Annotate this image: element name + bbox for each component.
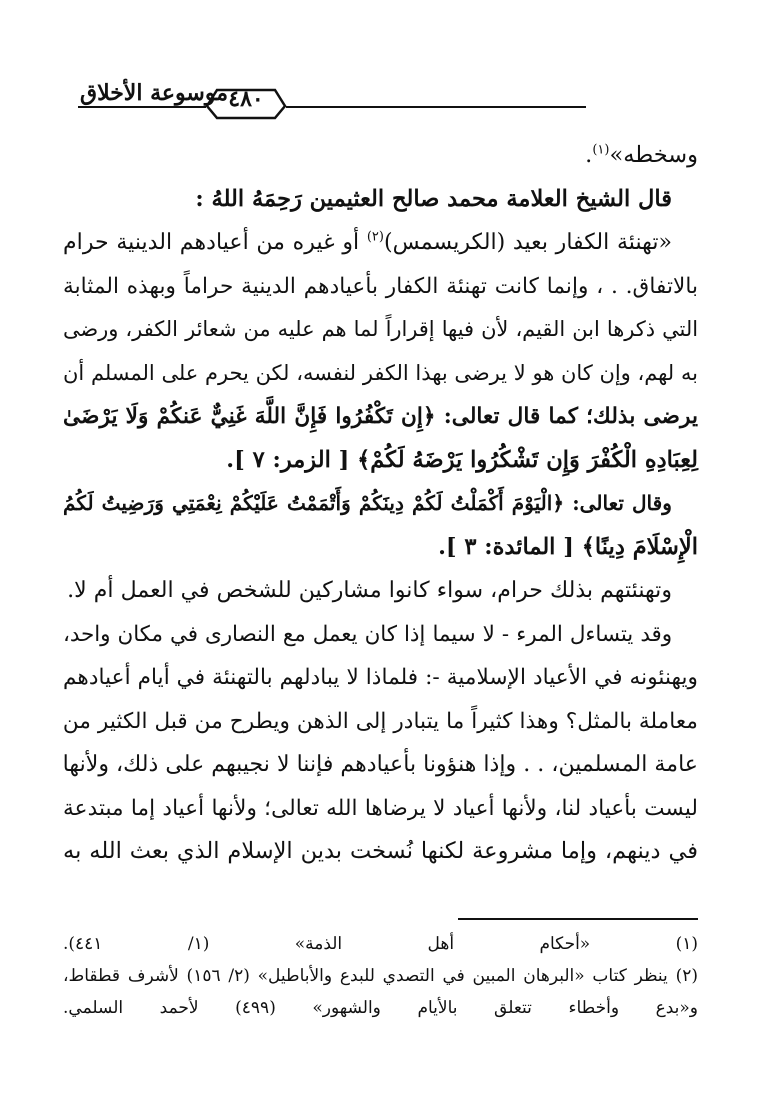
quran-verse-line: لِعِبَادِهِ الْكُفْرَ وَإِن تَشْكُرُوا يَرْضَهُ لَكُمْ﴾ [ الزمر: ٧ ]. [226,446,698,473]
text-line: وتهنئتهم بذلك حرام، سواء كانوا مشاركين للشخص في العمل أم لا. [67,577,672,603]
section-heading: قال الشيخ العلامة محمد صالح العثيمين رَحِمَهُ اللهُ : [195,185,672,212]
header-rule-left [78,106,206,108]
page-number: ٤٨٠ [228,86,264,112]
footnote-ref: (٢) [366,229,384,245]
quran-verse-line: وقال تعالى: ﴿الْيَوْمَ أَكْمَلْتُ لَكُمْ دِينَكُمْ وَأَتْمَمْتُ عَلَيْكُمْ نِعْمَتِي وَرَضِيتُ لَكُمُ [63,491,672,515]
text-line: به لهم، وإن كان هو لا يرضى بهذا الكفر لنفسه، لكن يحرم على المسلم أن [63,360,698,385]
book-title: موسوعة الأخلاق [80,80,228,106]
footnotes [63,928,698,1024]
footnote-ref: (١) [592,142,610,158]
quran-verse-line: الْإِسْلَامَ دِينًا﴾ [ المائدة: ٣ ]. [438,533,698,560]
text-line: وسخطه»$^{(١)}$. [585,142,698,168]
text-line: معاملة بالمثل؟ وهذا كثيراً ما يتبادر إلى الذهن ويطرح من قبل الكثير من [62,708,698,734]
text-line: في دينهم، وإما مشروعة لكنها نُسخت بدين الإسلام الذي بعث الله به [63,838,698,864]
text-line: ليست بأعياد لنا، ولأنها أعياد لا يرضاها الله تعالى؛ ولأنها أعياد إما مبتدعة [63,795,698,821]
header-rule-right [286,106,586,108]
page-header [78,70,698,120]
footnote-2-continued: و«بدع وأخطاء تتعلق بالأيام والشهور» (٤٩٩) لأحمد السلمي. [63,998,698,1018]
quran-verse-line: يرضى بذلك؛ كما قال تعالى: ﴿إِن تَكْفُرُوا فَإِنَّ اللَّهَ غَنِيٌّ عَنكُمْ وَلَا يَرْضَىٰ [63,404,698,429]
text-line: التي ذكرها ابن القيم، لأن فيها إقراراً لما هم عليه من شعائر الكفر، ورضى [63,317,698,341]
text-line: «تهنئة الكفار بعيد (الكريسمس)$^{(٢)}$ أو غيره من أعيادهم الدينية حرام [63,229,672,255]
text-line: عامة المسلمين، . . وإذا هنؤونا بأعيادهم فإننا لا نجيبهم على ذلك، ولأنها [62,751,698,777]
text-line: وقد يتساءل المرء - لا سيما إذا كان يعمل مع النصارى في مكان واحد، [63,621,672,647]
main-text [63,134,698,874]
footnote-separator [458,918,698,920]
footnote-2: (٢) ينظر كتاب «البرهان المبين في التصدي للبدع والأباطيل» (٢/ ١٥٦) لأشرف قطقاط، [63,966,698,986]
text-line: ويهنئونه في الأعياد الإسلامية -: فلماذا لا يبادلهم بالتهنئة في أيام أعيادهم [63,665,698,690]
footnote-1: (١) «أحكام أهل الذمة» (١/ ٤٤١). [63,934,698,954]
text-line: بالاتفاق. . ، وإنما كانت تهنئة الكفار بأعيادهم الدينية حراماً وبهذه المثابة [63,273,698,299]
